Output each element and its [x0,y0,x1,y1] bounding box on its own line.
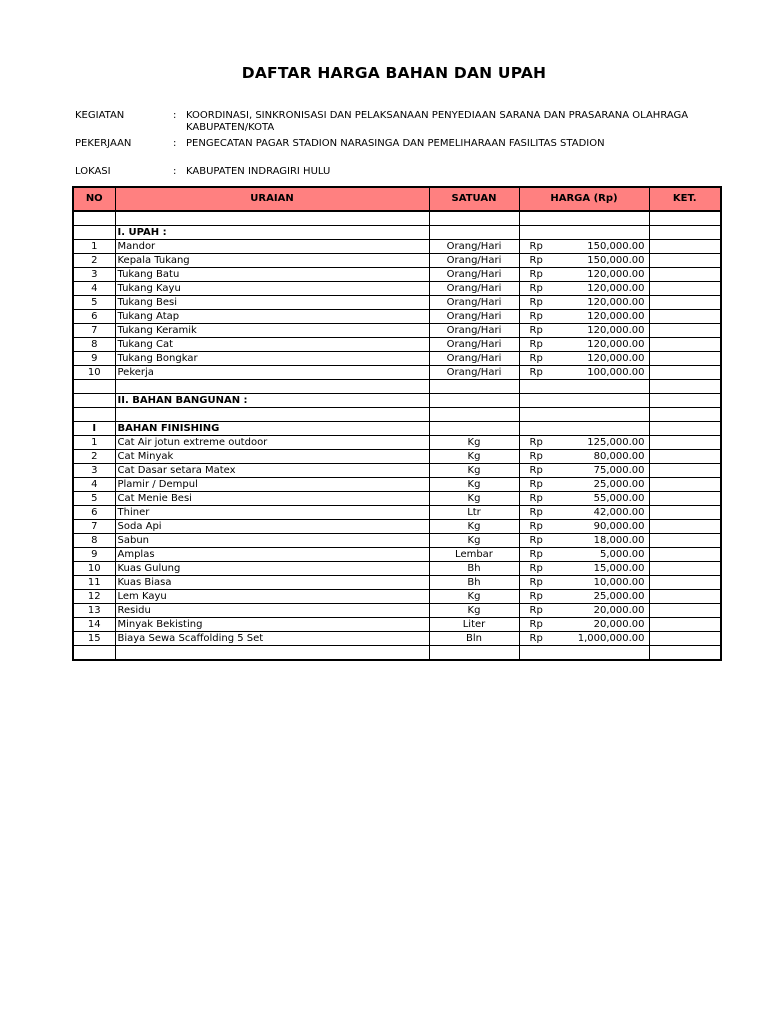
item-no: 9 [73,352,115,366]
empty-cell [519,394,649,408]
item-satuan: Orang/Hari [429,338,519,352]
item-ket [649,534,721,548]
empty-cell [429,380,519,394]
harga-value: 15,000.00 [593,562,645,574]
item-no: 2 [73,254,115,268]
blank-row [73,646,721,661]
section-label: BAHAN FINISHING [115,422,429,436]
item-satuan: Orang/Hari [429,268,519,282]
item-satuan: Kg [429,450,519,464]
harga-value: 125,000.00 [587,436,645,448]
section-label: I. UPAH : [115,226,429,240]
empty-cell [429,422,519,436]
table-row [73,562,721,576]
subsection-finishing [73,422,721,436]
item-no: 6 [73,506,115,520]
currency-label: Rp [529,352,543,364]
item-uraian: Tukang Batu [115,268,429,282]
empty-cell [649,394,721,408]
item-satuan: Kg [429,604,519,618]
item-satuan: Orang/Hari [429,366,519,380]
item-harga [519,310,649,324]
item-uraian: Cat Air jotun extreme outdoor [115,436,429,450]
lokasi-label: LOKASI [75,166,111,177]
currency-label: Rp [529,282,543,294]
kegiatan-value: KOORDINASI, SINKRONISASI DAN PELAKSANAAN PENYEDIAAN SARANA DAN PRASARANA OLAHRAGA KABUPATEN/KOTA [186,110,689,133]
item-satuan: Orang/Hari [429,310,519,324]
item-no: 7 [73,520,115,534]
item-no: 9 [73,548,115,562]
blank-row [73,408,721,422]
blank-row [73,380,721,394]
item-satuan: Orang/Hari [429,296,519,310]
harga-value: 5,000.00 [599,548,645,560]
item-no: 14 [73,618,115,632]
harga-value: 80,000.00 [593,450,645,462]
empty-cell [115,211,429,226]
item-uraian: Plamir / Dempul [115,478,429,492]
item-ket [649,310,721,324]
item-harga [519,506,649,520]
item-no: 12 [73,590,115,604]
item-harga [519,436,649,450]
item-harga [519,240,649,254]
empty-cell [649,646,721,661]
item-ket [649,520,721,534]
item-satuan: Bh [429,576,519,590]
empty-cell [73,408,115,422]
item-harga [519,604,649,618]
empty-cell [649,380,721,394]
item-ket [649,548,721,562]
harga-value: 55,000.00 [593,492,645,504]
item-harga [519,296,649,310]
item-harga [519,254,649,268]
table-row [73,506,721,520]
item-satuan: Kg [429,590,519,604]
item-satuan: Kg [429,492,519,506]
table-row [73,632,721,646]
empty-cell [649,422,721,436]
table-row [73,478,721,492]
currency-label: Rp [529,324,543,336]
currency-label: Rp [529,338,543,350]
item-ket [649,590,721,604]
currency-label: Rp [529,310,543,322]
item-no: 1 [73,436,115,450]
item-ket [649,324,721,338]
item-harga [519,464,649,478]
currency-label: Rp [529,618,543,630]
kegiatan-label: KEGIATAN [75,110,125,121]
currency-label: Rp [529,604,543,616]
item-harga [519,548,649,562]
item-ket [649,450,721,464]
item-satuan: Orang/Hari [429,324,519,338]
harga-value: 25,000.00 [593,478,645,490]
section-no: I [73,422,115,436]
item-satuan: Orang/Hari [429,282,519,296]
currency-label: Rp [529,576,543,588]
item-uraian: Tukang Atap [115,310,429,324]
currency-label: Rp [529,590,543,602]
item-satuan: Orang/Hari [429,352,519,366]
item-uraian: Tukang Bongkar [115,352,429,366]
item-no: 3 [73,268,115,282]
currency-label: Rp [529,464,543,476]
header-uraian: URAIAN [115,187,429,211]
table-header-row [73,187,721,211]
item-satuan: Orang/Hari [429,240,519,254]
currency-label: Rp [529,240,543,252]
item-uraian: Residu [115,604,429,618]
currency-label: Rp [529,268,543,280]
harga-value: 25,000.00 [593,590,645,602]
empty-cell [519,226,649,240]
item-satuan: Orang/Hari [429,254,519,268]
currency-label: Rp [529,478,543,490]
item-uraian: Tukang Cat [115,338,429,352]
harga-value: 120,000.00 [587,338,645,350]
item-uraian: Cat Dasar setara Matex [115,464,429,478]
harga-value: 10,000.00 [593,576,645,588]
item-harga [519,282,649,296]
empty-cell [429,408,519,422]
item-harga [519,618,649,632]
harga-value: 18,000.00 [593,534,645,546]
item-ket [649,240,721,254]
header-harga: HARGA (Rp) [519,187,649,211]
empty-cell [115,646,429,661]
currency-label: Rp [529,506,543,518]
table-row [73,366,721,380]
item-harga [519,478,649,492]
harga-value: 75,000.00 [593,464,645,476]
section-label: II. BAHAN BANGUNAN : [115,394,429,408]
pekerjaan-label: PEKERJAAN [75,138,132,149]
item-uraian: Mandor [115,240,429,254]
item-no: 10 [73,366,115,380]
item-uraian: Soda Api [115,520,429,534]
price-table [72,186,722,661]
item-ket [649,618,721,632]
harga-value: 20,000.00 [593,618,645,630]
item-no: 4 [73,282,115,296]
colon: : [173,110,177,121]
item-satuan: Kg [429,478,519,492]
item-no: 5 [73,492,115,506]
header-ket: KET. [649,187,721,211]
harga-value: 42,000.00 [593,506,645,518]
empty-cell [649,226,721,240]
item-no: 8 [73,338,115,352]
harga-value: 120,000.00 [587,296,645,308]
pekerjaan-value: PENGECATAN PAGAR STADION NARASINGA DAN PEMELIHARAAN FASILITAS STADION [186,138,605,149]
currency-label: Rp [529,254,543,266]
page-title: DAFTAR HARGA BAHAN DAN UPAH [241,64,547,82]
item-ket [649,254,721,268]
currency-label: Rp [529,436,543,448]
section-no [73,394,115,408]
item-ket [649,268,721,282]
table-row [73,296,721,310]
harga-value: 120,000.00 [587,324,645,336]
section-no [73,226,115,240]
table-body [73,211,721,660]
item-satuan: Kg [429,520,519,534]
item-harga [519,576,649,590]
item-harga [519,450,649,464]
harga-value: 120,000.00 [587,282,645,294]
section-bahan [73,394,721,408]
item-uraian: Amplas [115,548,429,562]
table-row [73,464,721,478]
item-satuan: Kg [429,464,519,478]
harga-value: 120,000.00 [587,310,645,322]
item-uraian: Lem Kayu [115,590,429,604]
table-row [73,590,721,604]
item-ket [649,464,721,478]
table-row [73,268,721,282]
item-ket [649,338,721,352]
empty-cell [429,646,519,661]
currency-label: Rp [529,632,543,644]
item-no: 8 [73,534,115,548]
item-ket [649,492,721,506]
item-harga [519,632,649,646]
item-satuan: Bln [429,632,519,646]
harga-value: 20,000.00 [593,604,645,616]
item-ket [649,506,721,520]
item-uraian: Tukang Kayu [115,282,429,296]
item-satuan: Ltr [429,506,519,520]
table-row [73,450,721,464]
item-no: 11 [73,576,115,590]
empty-cell [73,211,115,226]
empty-cell [73,380,115,394]
colon: : [173,166,177,177]
item-no: 4 [73,478,115,492]
harga-value: 150,000.00 [587,240,645,252]
item-uraian: Minyak Bekisting [115,618,429,632]
table-row [73,618,721,632]
empty-cell [649,408,721,422]
currency-label: Rp [529,548,543,560]
table-row [73,240,721,254]
item-ket [649,478,721,492]
item-satuan: Lembar [429,548,519,562]
item-ket [649,604,721,618]
empty-cell [115,380,429,394]
item-satuan: Kg [429,534,519,548]
item-uraian: Cat Menie Besi [115,492,429,506]
item-satuan: Bh [429,562,519,576]
empty-cell [519,211,649,226]
table-row [73,436,721,450]
empty-cell [429,211,519,226]
item-ket [649,366,721,380]
header-satuan: SATUAN [429,187,519,211]
empty-cell [429,394,519,408]
currency-label: Rp [529,520,543,532]
item-no: 7 [73,324,115,338]
item-ket [649,576,721,590]
item-harga [519,492,649,506]
item-uraian: Biaya Sewa Scaffolding 5 Set [115,632,429,646]
item-ket [649,296,721,310]
item-harga [519,268,649,282]
item-ket [649,352,721,366]
empty-cell [519,422,649,436]
item-uraian: Kuas Gulung [115,562,429,576]
table-row [73,492,721,506]
item-uraian: Thiner [115,506,429,520]
empty-cell [519,380,649,394]
currency-label: Rp [529,450,543,462]
item-harga [519,324,649,338]
item-uraian: Tukang Besi [115,296,429,310]
table-row [73,352,721,366]
harga-value: 1,000,000.00 [577,632,645,644]
currency-label: Rp [529,366,543,378]
item-harga [519,352,649,366]
table-row [73,324,721,338]
item-ket [649,282,721,296]
item-uraian: Kuas Biasa [115,576,429,590]
section-upah [73,226,721,240]
item-harga [519,562,649,576]
item-uraian: Tukang Keramik [115,324,429,338]
item-ket [649,562,721,576]
empty-cell [429,226,519,240]
item-no: 2 [73,450,115,464]
currency-label: Rp [529,562,543,574]
currency-label: Rp [529,296,543,308]
item-uraian: Kepala Tukang [115,254,429,268]
item-no: 15 [73,632,115,646]
item-harga [519,534,649,548]
table-row [73,604,721,618]
item-no: 3 [73,464,115,478]
item-ket [649,632,721,646]
harga-value: 90,000.00 [593,520,645,532]
empty-cell [73,646,115,661]
currency-label: Rp [529,492,543,504]
table-row [73,520,721,534]
table-row [73,548,721,562]
item-ket [649,436,721,450]
item-harga [519,366,649,380]
item-uraian: Sabun [115,534,429,548]
item-no: 13 [73,604,115,618]
table-row [73,310,721,324]
item-no: 5 [73,296,115,310]
item-no: 1 [73,240,115,254]
item-satuan: Liter [429,618,519,632]
header-no: NO [73,187,115,211]
colon: : [173,138,177,149]
empty-cell [519,646,649,661]
harga-value: 150,000.00 [587,254,645,266]
item-harga [519,338,649,352]
empty-cell [519,408,649,422]
item-satuan: Kg [429,436,519,450]
harga-value: 120,000.00 [587,352,645,364]
empty-cell [649,211,721,226]
table-row [73,534,721,548]
blank-row [73,211,721,226]
table-row [73,338,721,352]
item-harga [519,590,649,604]
item-no: 10 [73,562,115,576]
harga-value: 120,000.00 [587,268,645,280]
item-harga [519,520,649,534]
currency-label: Rp [529,534,543,546]
lokasi-value: KABUPATEN INDRAGIRI HULU [186,166,331,177]
table-row [73,576,721,590]
harga-value: 100,000.00 [587,366,645,378]
item-uraian: Pekerja [115,366,429,380]
item-no: 6 [73,310,115,324]
empty-cell [115,408,429,422]
table-row [73,282,721,296]
table-row [73,254,721,268]
item-uraian: Cat Minyak [115,450,429,464]
